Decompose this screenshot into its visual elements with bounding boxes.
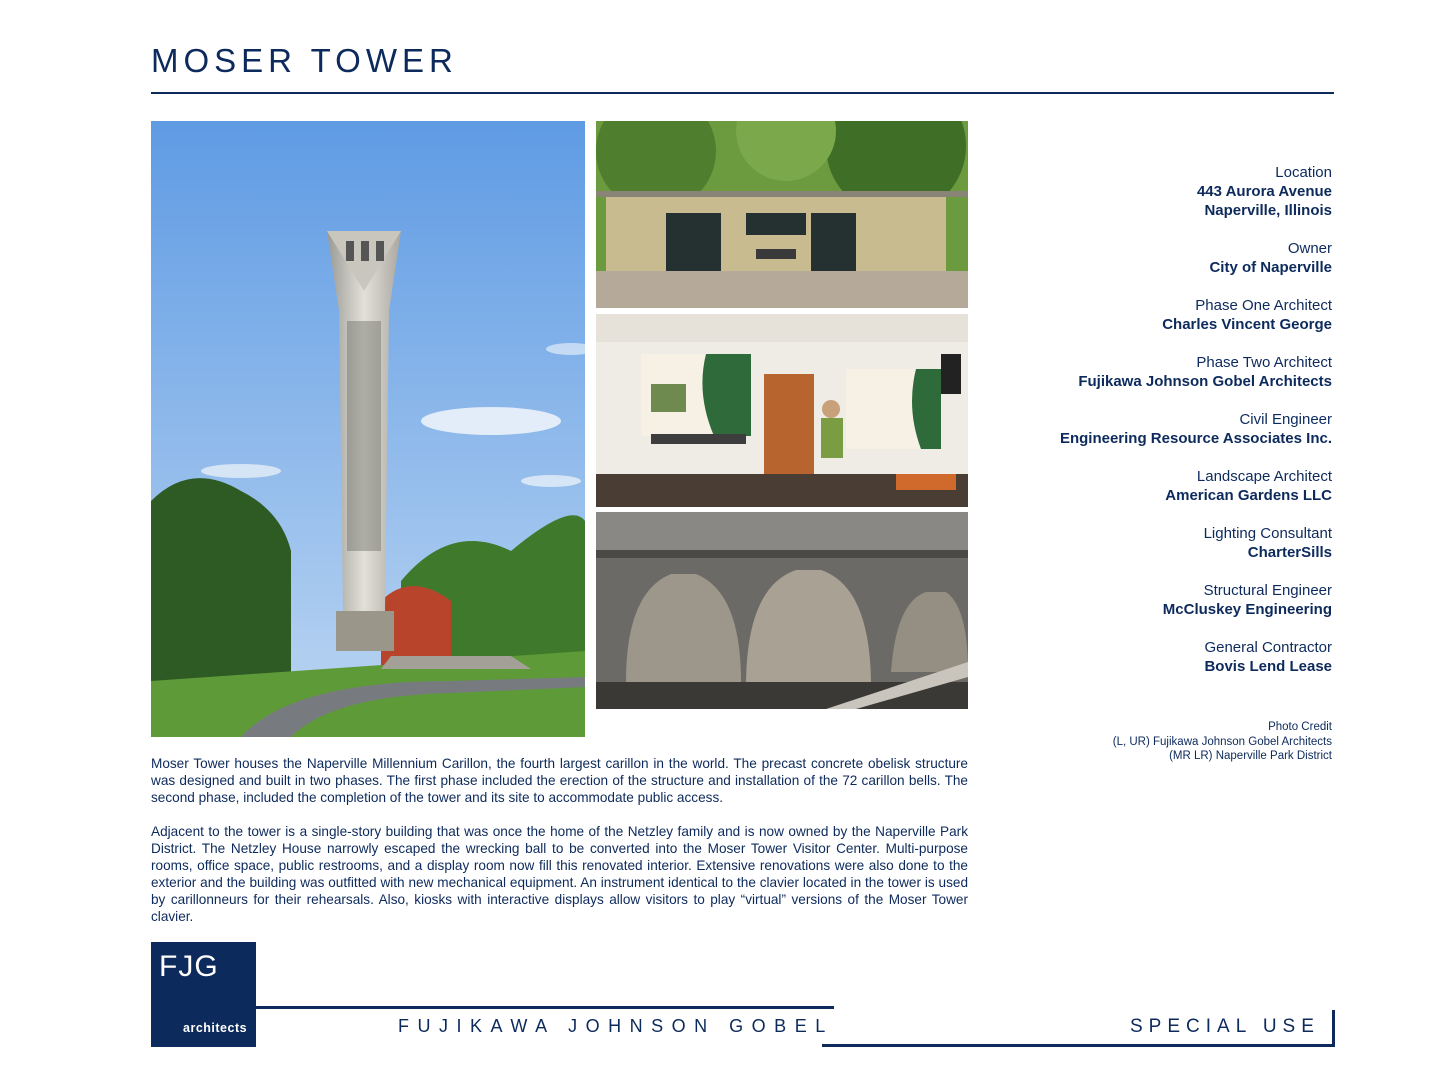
credit-role: Lighting Consultant — [1203, 525, 1332, 542]
category-divider — [822, 1044, 1335, 1047]
credit-structural-engineer — [1012, 581, 1332, 619]
credit-value: McCluskey Engineering — [1162, 601, 1332, 618]
logo-text: FJG — [159, 950, 219, 983]
credit-value: Engineering Resource Associates Inc. — [1059, 430, 1332, 447]
credit-owner — [1012, 239, 1332, 277]
credit-civil-engineer — [1012, 410, 1332, 448]
credit-value: 443 Aurora Avenue — [1196, 183, 1332, 200]
category-label: SPECIAL USE — [1130, 1016, 1320, 1037]
credit-role: Location — [1275, 164, 1332, 181]
photo-credit-line: (L, UR) Fujikawa Johnson Gobel Architects — [1112, 735, 1332, 748]
credit-value: Fujikawa Johnson Gobel Architects — [1078, 373, 1332, 390]
credit-phase-one-architect — [1012, 296, 1332, 334]
credit-role: Landscape Architect — [1196, 468, 1332, 485]
credit-value: Naperville, Illinois — [1204, 202, 1332, 219]
project-info — [1012, 163, 1332, 695]
photo-credit — [1113, 720, 1332, 764]
tower-photo — [151, 121, 585, 737]
credit-phase-two-architect — [1012, 353, 1332, 391]
description-paragraph-1: Moser Tower houses the Naperville Millennium Carillon, the fourth largest carillon in the world. The precast concrete obelisk structure was designed and built in two phases. The first phase included the erection of the structure and installation of the 72 carillon bells. The second phase, included the completion of the tower and its site to accommodate public access. — [151, 756, 968, 805]
fjg-logo — [151, 942, 256, 1047]
title-divider — [151, 92, 1334, 94]
firm-name: FUJIKAWA JOHNSON GOBEL — [398, 1016, 834, 1036]
logo-subtext: architects — [183, 1021, 248, 1035]
carillon-bells-photo — [596, 512, 968, 709]
footer-divider — [183, 1006, 834, 1009]
photo-credit-line: (MR LR) Naperville Park District — [1169, 750, 1332, 762]
credit-role: Structural Engineer — [1203, 582, 1332, 599]
credit-role: Phase One Architect — [1195, 297, 1332, 314]
credit-role: Phase Two Architect — [1196, 354, 1332, 371]
credit-role: Civil Engineer — [1239, 411, 1332, 428]
credit-value: Bovis Lend Lease — [1204, 658, 1332, 675]
visitor-center-photo — [596, 121, 968, 308]
credit-value: City of Naperville — [1209, 259, 1332, 276]
credit-value: CharterSills — [1247, 544, 1332, 561]
description-paragraph-2: Adjacent to the tower is a single-story building that was once the home of the Netzley family and is now owned by the Naperville Park District. The Netzley House narrowly escaped the wrecking ball to be converted into the Moser Tower Visitor Center. Multi-purpose rooms, office space, public restrooms, and a display room now fill this renovated interior. Extensive renovations were also done to the exterior and the building was outfitted with new mechanical equipment. An instrument identical to the clavier located in the tower is used by carillonneurs for their rehearsals. Also, kiosks with interactive displays allow visitors to play “virtual” versions of the Moser Tower clavier. — [151, 824, 968, 924]
page-title: MOSER TOWER — [151, 42, 458, 79]
credit-value: American Gardens LLC — [1165, 487, 1332, 504]
credit-lighting-consultant — [1012, 524, 1332, 562]
credit-general-contractor — [1012, 638, 1332, 676]
photo-credit-heading: Photo Credit — [1268, 721, 1332, 733]
credit-role: Owner — [1287, 240, 1332, 257]
credit-value: Charles Vincent George — [1162, 316, 1332, 333]
credit-landscape-architect — [1012, 467, 1332, 505]
display-room-photo — [596, 314, 968, 507]
credit-role: General Contractor — [1204, 639, 1332, 656]
credit-location — [1012, 163, 1332, 220]
category-divider-vertical — [1332, 1010, 1335, 1047]
